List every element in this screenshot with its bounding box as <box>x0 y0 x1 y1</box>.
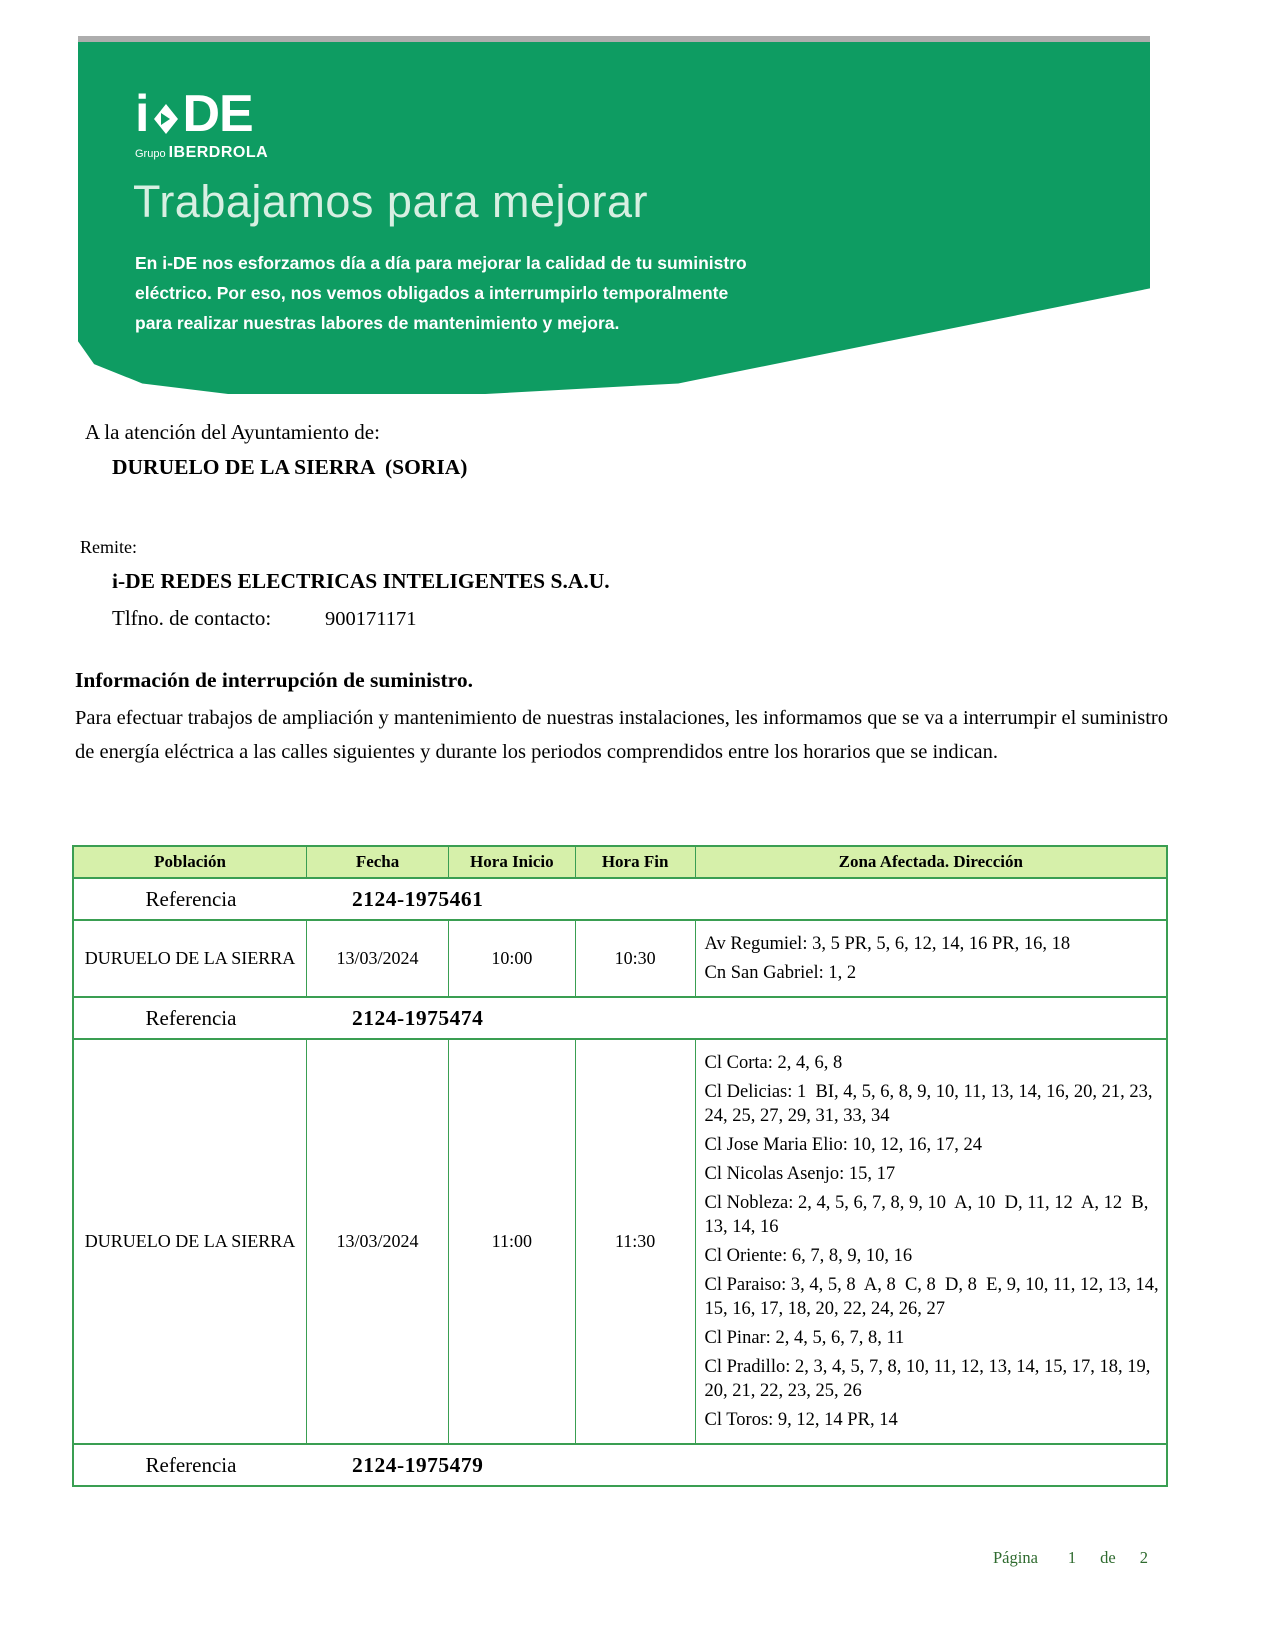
header-intro-line: En i-DE nos esforzamos día a día para mejorar la calidad de tu suministro <box>135 253 747 273</box>
street-line: Cn San Gabriel: 1, 2 <box>704 963 857 983</box>
phone-label: Tlfno. de contacto: <box>112 606 272 630</box>
col-header-fecha: Fecha <box>307 846 449 878</box>
header-intro-paragraph <box>135 248 747 338</box>
cell-hora-inicio: 10:00 <box>448 920 575 997</box>
street-line: Cl Toros: 9, 12, 14 PR, 14 <box>704 1410 898 1430</box>
reference-wrap <box>74 887 1166 912</box>
iberdrola-label: IBERDROLA <box>168 144 269 161</box>
cell-hora-fin: 10:30 <box>575 920 695 997</box>
ide-logo-i: i <box>135 85 149 143</box>
cell-poblacion: DURUELO DE LA SIERRA <box>73 1039 307 1444</box>
header-band <box>78 36 1150 394</box>
cell-fecha: 13/03/2024 <box>307 920 449 997</box>
reference-label: Referencia <box>145 886 237 911</box>
phone-number: 900171171 <box>325 608 417 630</box>
section-body: Para efectuar trabajos de ampliación y mantenimiento de nuestras instalaciones, les informamos que se va a interrumpir el suministro de energía eléctrica a las calles siguientes y durante los periodos comprendidos entre los horarios que se indican. <box>75 707 1174 763</box>
street-line: Cl Paraiso: 3, 4, 5, 8 A, 8 C, 8 D, 8 E, 9, 10, 11, 12, 13, 14, 15, 16, 17, 18, 20, 22, 24, 26, 27 <box>704 1275 1164 1319</box>
footer-page-label: Página <box>993 1548 1038 1567</box>
street-line: Av Regumiel: 3, 5 PR, 5, 6, 12, 14, 16 PR, 16, 18 <box>704 934 1071 954</box>
reference-row-3 <box>73 1444 1167 1486</box>
cell-hora-fin: 11:30 <box>575 1039 695 1444</box>
sender-company: i-DE REDES ELECTRICAS INTELIGENTES S.A.U. <box>112 569 610 593</box>
reference-number: 2124-1975461 <box>352 886 484 911</box>
reference-row-1 <box>73 878 1167 920</box>
reference-label: Referencia <box>145 1005 237 1030</box>
table-header-row <box>73 846 1167 878</box>
header-intro-line: eléctrico. Por eso, nos vemos obligados a interrumpirlo temporalmente <box>135 283 729 303</box>
reference-number: 2124-1975479 <box>352 1452 484 1477</box>
page-footer <box>993 1548 1148 1568</box>
ide-logo <box>135 85 269 162</box>
footer-of-label: de <box>1100 1548 1116 1567</box>
reference-row-2 <box>73 997 1167 1039</box>
table-row-2 <box>73 1039 1167 1444</box>
recipient-label: A la atención del Ayuntamiento de: <box>85 420 380 444</box>
interruption-table <box>72 845 1168 1487</box>
street-line: Cl Corta: 2, 4, 6, 8 <box>704 1053 843 1073</box>
street-line: Cl Pradillo: 2, 3, 4, 5, 7, 8, 10, 11, 12, 13, 14, 15, 17, 18, 19, 20, 21, 22, 23, 25, 26 <box>704 1357 1156 1401</box>
col-header-zona: Zona Afectada. Dirección <box>695 846 1167 878</box>
ide-logo-de: DE <box>182 85 253 143</box>
cell-poblacion: DURUELO DE LA SIERRA <box>73 920 307 997</box>
col-header-poblacion: Población <box>73 846 307 878</box>
street-line: Cl Pinar: 2, 4, 5, 6, 7, 8, 11 <box>704 1328 905 1348</box>
header-intro-line: para realizar nuestras labores de mantenimiento y mejora. <box>135 313 620 333</box>
footer-page-total: 2 <box>1139 1548 1148 1567</box>
cell-fecha: 13/03/2024 <box>307 1039 449 1444</box>
cell-hora-inicio: 11:00 <box>448 1039 575 1444</box>
footer-page-number: 1 <box>1067 1548 1077 1567</box>
header-gray-strip <box>78 36 1150 42</box>
col-header-hora-inicio: Hora Inicio <box>448 846 575 878</box>
ide-logo-row <box>135 85 268 143</box>
street-line: Cl Oriente: 6, 7, 8, 9, 10, 16 <box>704 1246 913 1266</box>
reference-label: Referencia <box>145 1452 237 1477</box>
header-tagline: Trabajamos para mejorar <box>133 176 649 227</box>
street-line: Cl Delicias: 1 BI, 4, 5, 6, 8, 9, 10, 11, 13, 14, 16, 20, 21, 23, 24, 25, 27, 29, 31, 33, 34 <box>704 1082 1158 1126</box>
recipient-name: DURUELO DE LA SIERRA (SORIA) <box>112 455 468 479</box>
section-title: Información de interrupción de suministro. <box>75 668 473 692</box>
street-line: Cl Nicolas Asenjo: 15, 17 <box>704 1164 896 1184</box>
cell-zona <box>695 1039 1167 1444</box>
grupo-label: Grupo <box>135 148 166 160</box>
reference-number: 2124-1975474 <box>352 1005 484 1030</box>
ide-diamond-icon <box>153 103 179 135</box>
col-header-hora-fin: Hora Fin <box>575 846 695 878</box>
reference-wrap <box>74 1006 1166 1031</box>
street-line: Cl Jose Maria Elio: 10, 12, 16, 17, 24 <box>704 1135 983 1155</box>
grupo-iberdrola-logo <box>135 144 268 162</box>
cell-zona <box>695 920 1167 997</box>
sender-label: Remite: <box>80 537 137 557</box>
street-line: Cl Nobleza: 2, 4, 5, 6, 7, 8, 9, 10 A, 10 D, 11, 12 A, 12 B, 13, 14, 16 <box>704 1193 1153 1237</box>
table-row-1 <box>73 920 1167 997</box>
reference-wrap <box>74 1453 1166 1478</box>
